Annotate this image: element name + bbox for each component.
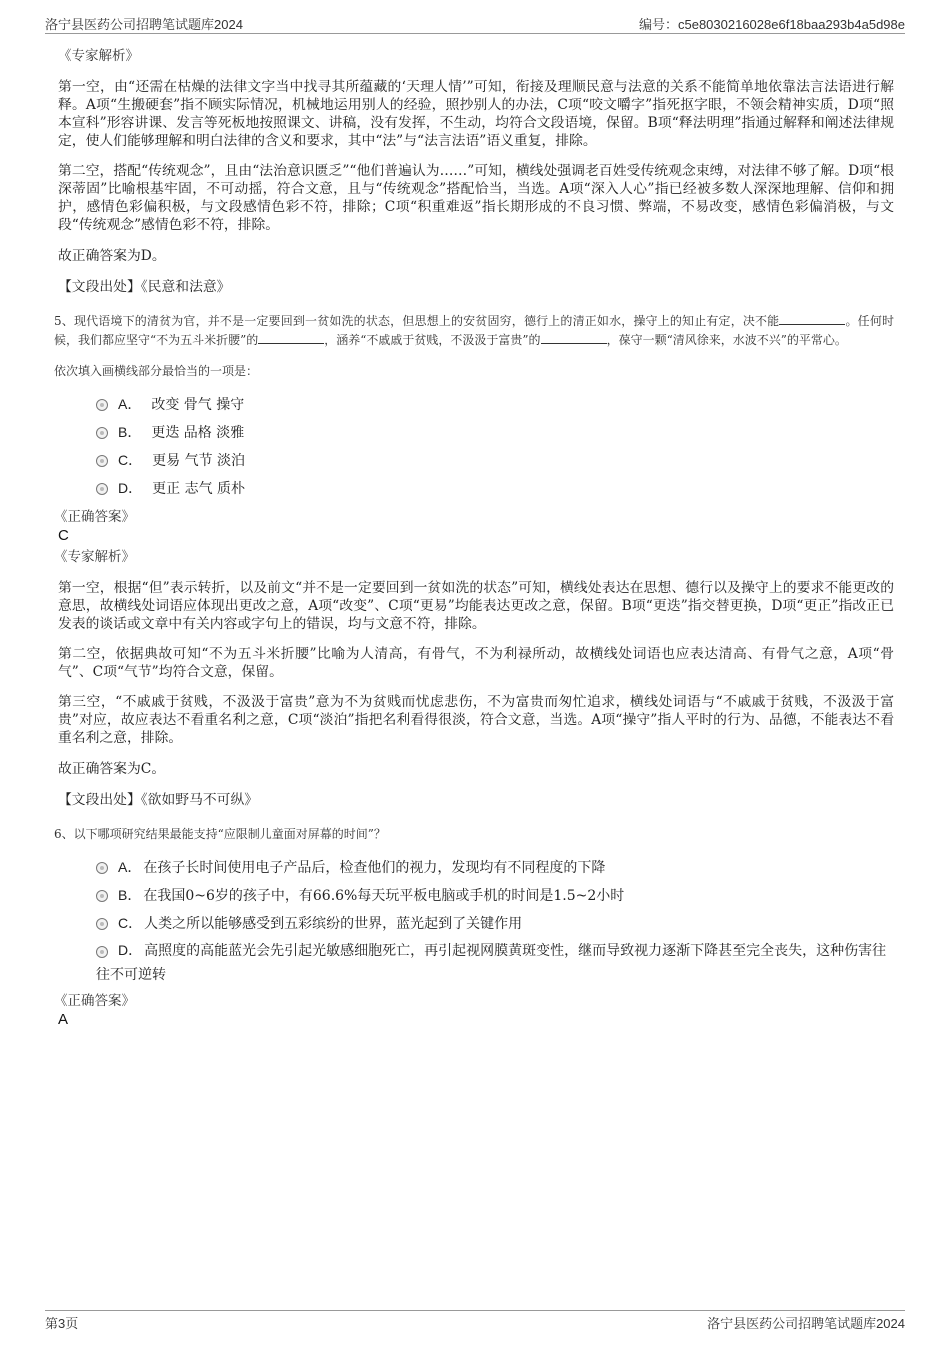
analysis-paragraph: 第一空，根据“但”表示转折，以及前文“并不是一定要回到一贫如洗的状态”可知，横线处表达在思想、德行以及操守上的要求不能更改的意思，故横线处词语应体现出更改之意，A项“改变”、C项“更易”均能表达更改之意，保留。B项“更迭”指交替更换，D项“更正”指改正已发表的谈话或文章中有关内容或字句上的错误，均与文意不符，排除。 <box>58 580 894 632</box>
fill-blank <box>258 331 324 344</box>
fill-blank <box>779 312 845 325</box>
radio-icon[interactable] <box>96 399 108 411</box>
correct-answer: C <box>58 527 69 544</box>
question-5-options <box>96 391 894 503</box>
radio-icon[interactable] <box>96 862 108 874</box>
option-d[interactable]: D． 更正 志气 质朴 <box>96 475 894 503</box>
question-6-options <box>96 854 894 987</box>
analysis-paragraph: 第二空，搭配“传统观念”，且由“法治意识匮乏”“他们普遍认为……”可知，横线处强调老百姓受传统观念束缚，对法律不够了解。D项“根深蒂固”比喻根基牢固，不可动摇，符合文意，且与“传统观念”搭配恰当，当选。A项“深入人心”指已经被多数人深深地理解、信仰和拥护，感情色彩偏积极，与文段感情色彩不符，排除；C项“积重难返”指长期形成的不良习惯、弊端，不易改变，感情色彩偏消极，与文段“传统观念”感情色彩不符，排除。 <box>58 163 894 233</box>
correct-answer: A <box>58 1011 69 1028</box>
header-divider <box>45 33 905 34</box>
header-title: 洛宁县医药公司招聘笔试题库2024 <box>45 17 243 32</box>
analysis-paragraph: 第三空，“不戚戚于贫贱，不汲汲于富贵”意为不为贫贱而忧虑悲伤，不为富贵而匆忙追求，横线处词语与“不戚戚于贫贱，不汲汲于富贵”对应，故应表达不看重名利之意，C项“淡泊”指把名利看得很淡，符合文意，当选。A项“操守”指人平时的行为、品德，不能表达不看重名利之意，排除。 <box>58 694 894 746</box>
answer-conclusion: 故正确答案为D。 <box>58 248 166 264</box>
question-5-stem: 5、现代语境下的清贫为官，并不是一定要回到一贫如洗的状态，但思想上的安贫固穷，德行上的清正如水，操守上的知止有定，决不能 。任何时候，我们都应坚守“不为五斗米折腰”的 ，涵养“不戚戚于贫贱，不汲汲于富贵”的 ，葆守一颗“清风徐来，水波不兴”的平常心。 <box>54 314 894 347</box>
option-a[interactable]: A． 改变 骨气 操守 <box>96 391 894 419</box>
correct-answer-label: 《正确答案》 <box>54 509 135 525</box>
radio-icon[interactable] <box>96 483 108 495</box>
option-c[interactable]: C． 人类之所以能够感受到五彩缤纷的世界，蓝光起到了关键作用 <box>96 910 894 938</box>
passage-source: 【文段出处】《欲如野马不可纵》 <box>58 792 259 808</box>
answer-conclusion: 故正确答案为C。 <box>58 761 166 777</box>
option-b[interactable]: B． 在我国0~6岁的孩子中，有66.6%每天玩平板电脑或手机的时间是1.5~2小时 <box>96 882 894 910</box>
radio-icon[interactable] <box>96 455 108 467</box>
analysis-paragraph: 第一空，由“还需在枯燥的法律文字当中找寻其所蕴藏的‘天理人情’”可知，衔接及理顺民意与法意的关系不能简单地依靠法言法语进行解释。A项“生搬硬套”指不顾实际情况，机械地运用别人的经验，照抄别人的办法，C项“咬文嚼字”指死抠字眼，不领会精神实质，D项“照本宣科”形容讲课、发言等死板地按照课文、讲稿，没有发挥，不生动，均符合文段语境，保留。B项“释法明理”指通过解释和阐述法律规定，使人们能够理解和明白法律的含义和要求，其中“法”与“法言法语”语义重复，排除。 <box>58 79 894 149</box>
option-a[interactable]: A． 在孩子长时间使用电子产品后，检查他们的视力，发现均有不同程度的下降 <box>96 854 894 882</box>
option-b[interactable]: B． 更迭 品格 淡雅 <box>96 419 894 447</box>
analysis-paragraph: 第二空，依据典故可知“不为五斗米折腰”比喻为人清高，有骨气，不为利禄所动，故横线处词语也应表达清高、有骨气之意，A项“骨气”、C项“气节”均符合文意，保留。 <box>58 646 894 680</box>
page-number: 第3页 <box>45 1316 79 1331</box>
question-6-stem: 6、以下哪项研究结果最能支持“应限制儿童面对屏幕的时间”？ <box>54 827 386 841</box>
option-c[interactable]: C． 更易 气节 淡泊 <box>96 447 894 475</box>
option-d[interactable]: D． 高照度的高能蓝光会先引起光敏感细胞死亡，再引起视网膜黄斑变性，继而导致视力逐渐下降甚至完全丧失，这种伤害往往不可逆转 <box>96 942 887 983</box>
question-5-prompt: 依次填入画横线部分最恰当的一项是： <box>54 364 259 378</box>
fill-blank <box>541 331 607 344</box>
radio-icon[interactable] <box>96 890 108 902</box>
radio-icon[interactable] <box>96 946 108 958</box>
footer-divider <box>45 1310 905 1311</box>
passage-source: 【文段出处】《民意和法意》 <box>58 279 231 295</box>
radio-icon[interactable] <box>96 918 108 930</box>
page-content <box>54 46 894 1029</box>
document-id: 编号：c5e8030216028e6f18baa293b4a5d98e <box>638 17 905 32</box>
expert-analysis-label: 《专家解析》 <box>54 549 135 565</box>
expert-analysis-label: 《专家解析》 <box>58 48 139 64</box>
radio-icon[interactable] <box>96 427 108 439</box>
footer-title: 洛宁县医药公司招聘笔试题库2024 <box>707 1316 905 1331</box>
correct-answer-label: 《正确答案》 <box>54 993 135 1009</box>
